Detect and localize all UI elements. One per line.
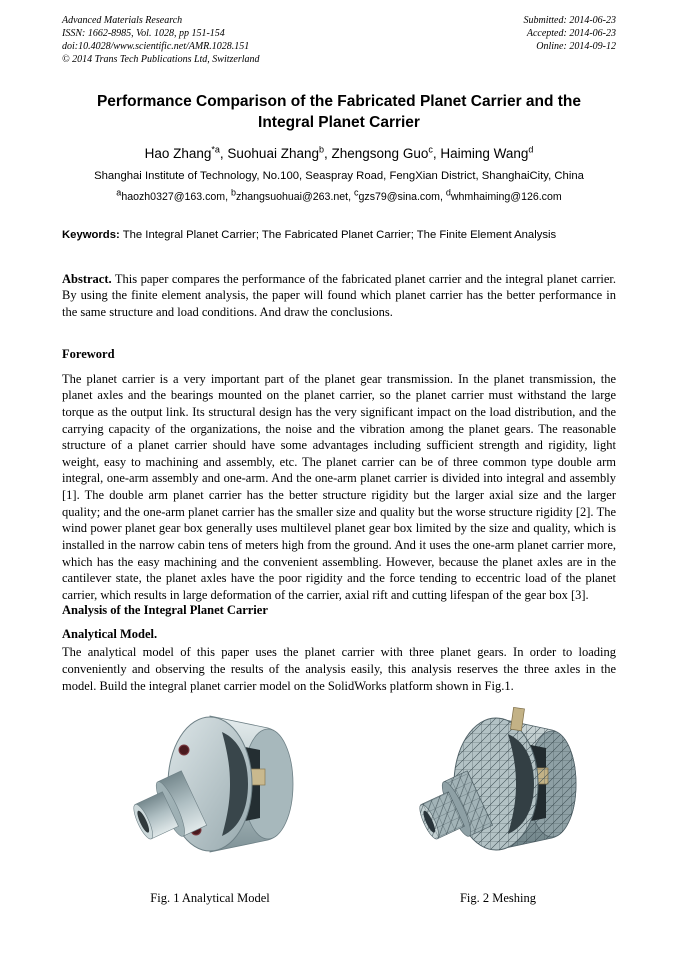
journal-header	[62, 14, 616, 66]
figure-2-image	[400, 706, 596, 881]
figure-1-image	[110, 706, 310, 881]
author-email: $^b$zhangsuohuai@263.net,	[231, 187, 355, 203]
figure-1	[110, 706, 310, 906]
figure-2	[400, 706, 596, 906]
keywords-label: Keywords:	[62, 228, 120, 241]
abstract-label: Abstract.	[62, 271, 112, 286]
figures-row	[62, 706, 616, 906]
author: Haiming Wang$^d$	[440, 144, 534, 161]
author-email: $^a$haozh0327@163.com,	[116, 187, 232, 203]
figure-2-caption: Fig. 2 Meshing	[459, 891, 537, 906]
doi-line: doi:10.4028/www.scientific.net/AMR.1028.151	[62, 41, 250, 52]
section-heading-foreword: Foreword	[62, 346, 115, 361]
emails-line	[62, 187, 616, 203]
accepted-date: Accepted: 2014-06-23	[526, 28, 616, 39]
author: Zhengsong Guo$^c$,	[331, 144, 441, 161]
submitted-date: Submitted: 2014-06-23	[523, 15, 616, 26]
foreword-paragraph: The planet carrier is a very important part of the planet gear transmission. In the planet transmission, the planet axles and the bearings mounted on the planet carrier, so the planet carrier must withstand the large torque as the output link. Its structural design has the very significant impact on the load distribution, and the carrying capacity of the organizations, the noise and the vibration among the planet gears. The reasonable structure of a planet carrier should have some advantages including sufficient strength and rigidity, light weight, easy to machining and assembly, etc. The planet carrier can be of three common type double arm integral, one-arm assembly and one-arm. And the one-arm planet carrier is divided into integral and assembly [1]. The double arm planet carrier has the better structure rigidity but the larger axial size and the larger quality; and the one-arm planet carrier has the smaller size and quality but the worse structure rigidity [2]. The wind power planet gear box generally uses multilevel planet gear box limited by the size and quality, which is installed in the narrow cabin tens of meters high from the ground. And it uses the one-arm planet carrier more, which has the easy machining and the convenient assembling. However, because the planet axles are in the cantilever state, the planet axles have the poor rigidity and the force tending to eccentric load of the planet carrier, which results in large deformation of the carrier, axial rift and cutting lifespan of the gear box [3].	[62, 371, 616, 602]
planet-carrier-mesh-illustration	[400, 706, 596, 876]
keywords-text: The Integral Planet Carrier; The Fabricated Planet Carrier; The Finite Element Analysis	[122, 228, 557, 241]
affiliation: Shanghai Institute of Technology, No.100, Seaspray Road, FengXian District, ShanghaiCity, China	[94, 169, 584, 182]
paper-title: Performance Comparison of the Fabricated Planet Carrier and the Integral Planet Carrier	[96, 93, 582, 131]
subsection-heading-analytical-model: Analytical Model.	[62, 627, 158, 642]
author: Suohuai Zhang$^b$,	[227, 144, 332, 161]
abstract-text: This paper compares the performance of the fabricated planet carrier and the integral planet carrier. By using the finite element analysis, the paper will found which planet carrier has the better performance in the same structure and load conditions. And draw the conclusions.	[62, 271, 616, 320]
author-email: $^c$gzs79@sina.com,	[354, 187, 446, 203]
online-date: Online: 2014-09-12	[536, 41, 616, 52]
planet-carrier-model-illustration	[110, 706, 310, 876]
journal-name: Advanced Materials Research	[62, 15, 183, 26]
author-email: $^d$whmhaiming@126.com	[445, 187, 562, 203]
analytical-model-paragraph: The analytical model of this paper uses the planet carrier with three planet gears. In order to loading conveniently and observing the results of the analysis easily, this analysis reserves the three axles in the model. Build the integral planet carrier model on the SolidWorks platform shown in Fig.1.	[62, 645, 616, 693]
authors-line	[62, 146, 616, 161]
author: Hao Zhang$^{*a}$,	[144, 144, 228, 161]
figure-1-caption: Fig. 1 Analytical Model	[150, 891, 270, 906]
dates-info	[524, 14, 617, 66]
keywords-line	[62, 229, 616, 241]
journal-info	[62, 14, 260, 66]
issn-line: ISSN: 1662-8985, Vol. 1028, pp 151-154	[62, 28, 225, 39]
copyright-line: © 2014 Trans Tech Publications Ltd, Switzerland	[62, 54, 260, 65]
abstract	[62, 271, 616, 321]
section-heading-analysis: Analysis of the Integral Planet Carrier	[62, 603, 268, 618]
